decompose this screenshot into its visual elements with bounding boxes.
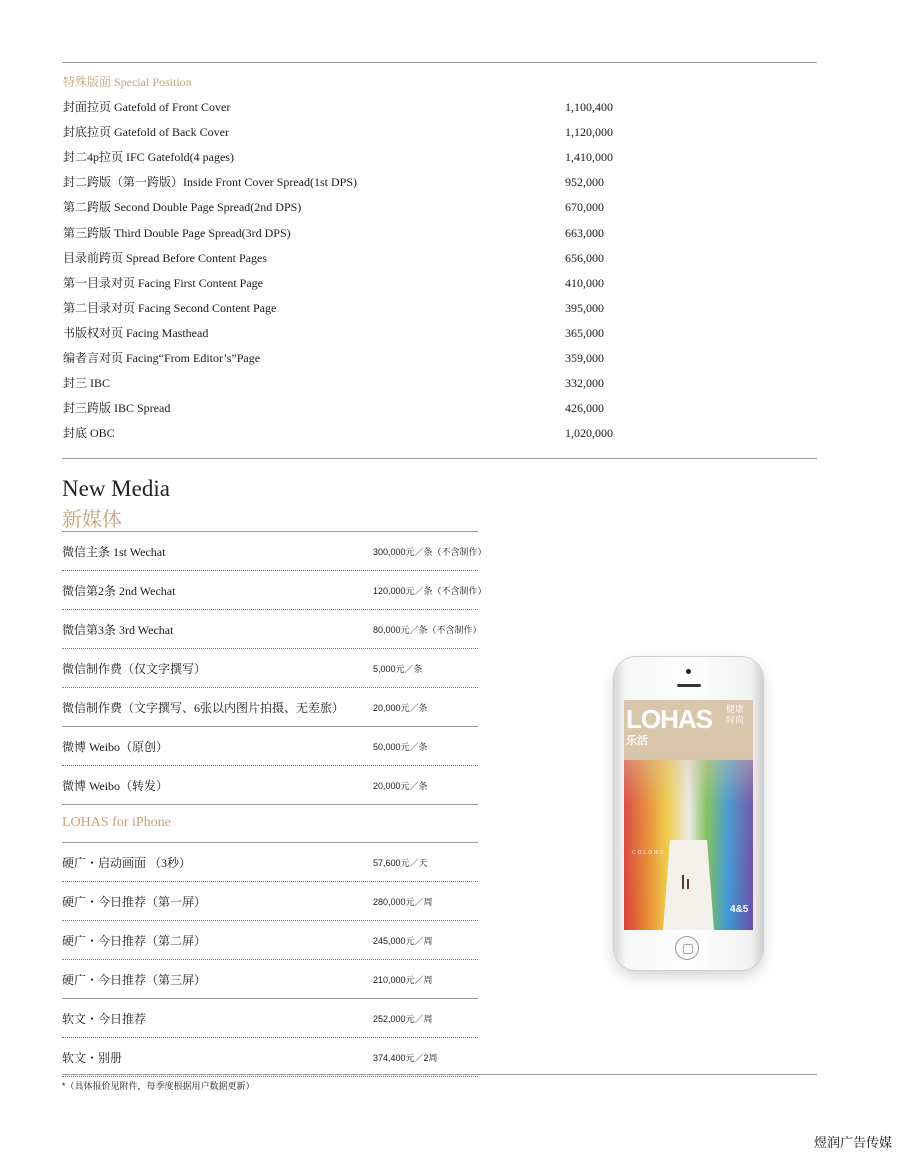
- cover-colors-text: COLORS: [632, 850, 666, 856]
- footnote: *（具体报价见附件，每季度根据用户数据更新）: [62, 1081, 255, 1091]
- row-price: 50,000元／条: [373, 742, 428, 752]
- special-position-row: [63, 147, 763, 167]
- table-row: [62, 921, 478, 960]
- position-price: 952,000: [565, 175, 604, 190]
- position-label: 第一目录对页 Facing First Content Page: [63, 275, 263, 290]
- position-price: 332,000: [565, 376, 604, 391]
- earpiece: [677, 684, 701, 687]
- position-price: 656,000: [565, 250, 604, 265]
- special-position-row: [63, 348, 763, 368]
- table-row: [62, 688, 478, 727]
- row-label: 硬广・今日推荐（第二屏）: [62, 934, 207, 948]
- row-price: 280,000元／周: [373, 897, 433, 907]
- cover-issue: 4&5: [730, 904, 749, 915]
- row-label: 微信第3条 3rd Wechat: [62, 623, 174, 637]
- front-camera: [686, 669, 691, 674]
- table-row: [62, 532, 487, 571]
- home-button: [675, 936, 699, 960]
- position-price: 365,000: [565, 325, 604, 340]
- row-price: 245,000元／周: [373, 936, 433, 946]
- row-price: 80,000元／条（不含制作）: [373, 625, 482, 635]
- footer-rule: [62, 1074, 817, 1075]
- row-price: 120,000元／条（不含制作）: [373, 586, 487, 596]
- table-row: [62, 1038, 478, 1077]
- special-position-row: [63, 122, 763, 142]
- new-media-title: New Media: [62, 476, 170, 501]
- position-price: 1,020,000: [565, 426, 613, 441]
- new-media-table: [62, 531, 487, 805]
- special-position-row: [63, 373, 763, 393]
- table-row: [62, 571, 487, 610]
- special-position-row: [63, 172, 763, 192]
- position-price: 410,000: [565, 275, 604, 290]
- cover-brand-cn: 乐活: [626, 734, 648, 747]
- position-price: 670,000: [565, 200, 604, 215]
- table-row: [62, 610, 482, 649]
- position-label: 封三 IBC: [63, 376, 111, 391]
- row-price: 300,000元／条（不含制作）: [373, 547, 487, 557]
- position-label: 第二目录对页 Facing Second Content Page: [63, 300, 277, 315]
- special-position-bottom-rule: [62, 458, 817, 459]
- position-label: 编者言对页 Facing“From Editor’s”Page: [63, 351, 261, 365]
- special-position-row: [63, 223, 763, 243]
- row-label: 软文・今日推荐: [62, 1012, 147, 1026]
- position-price: 359,000: [565, 351, 604, 365]
- lohas-iphone-title: LOHAS for iPhone: [62, 815, 171, 830]
- position-label: 封面拉页 Gatefold of Front Cover: [63, 100, 231, 114]
- position-label: 书版权对页 Facing Masthead: [63, 325, 209, 340]
- cover-side-text: 健康时尚: [726, 705, 745, 726]
- row-label: 微信制作费（文字撰写、6张以内图片拍摄、无差旅）: [62, 701, 345, 715]
- row-label: 软文・别册: [62, 1051, 123, 1065]
- lohas-iphone-table: [62, 842, 478, 1077]
- special-position-row: [63, 423, 763, 443]
- position-price: 1,100,400: [565, 100, 613, 114]
- position-price: 663,000: [565, 225, 604, 240]
- special-position-row: [63, 398, 763, 418]
- special-position-row: [63, 273, 763, 293]
- position-label: 封底 OBC: [63, 426, 115, 441]
- special-position-title: 特殊版面 Special Position: [63, 75, 192, 89]
- row-label: 微信制作费（仅文字撰写）: [62, 662, 207, 676]
- position-label: 封底拉页 Gatefold of Back Cover: [63, 125, 229, 140]
- new-media-title-cn: 新媒体: [62, 509, 122, 531]
- special-position-row: [63, 323, 763, 343]
- row-price: 5,000元／条: [373, 664, 423, 674]
- position-price: 1,410,000: [565, 150, 613, 165]
- special-position-row: [63, 248, 763, 268]
- row-label: 硬广・今日推荐（第一屏）: [62, 895, 207, 909]
- row-label: 硬广・今日推荐（第三屏）: [62, 973, 207, 987]
- cover-brand: LOHAS: [626, 704, 712, 734]
- row-label: 微博 Weibo（转发）: [62, 779, 169, 793]
- row-price: 20,000元／条: [373, 703, 428, 713]
- row-label: 微博 Weibo（原创）: [62, 740, 169, 754]
- position-price: 1,120,000: [565, 125, 613, 140]
- iphone-illustration: [614, 657, 763, 970]
- position-label: 第三跨版 Third Double Page Spread(3rd DPS): [63, 225, 291, 240]
- position-price: 426,000: [565, 401, 604, 416]
- table-row: [62, 727, 478, 766]
- row-price: 20,000元／条: [373, 781, 428, 791]
- row-label: 微信主条 1st Wechat: [62, 545, 166, 559]
- special-position-row: [63, 97, 763, 117]
- position-label: 封三跨版 IBC Spread: [63, 401, 171, 416]
- position-label: 封二跨版（第一跨版）Inside Front Cover Spread(1st DPS): [63, 175, 357, 190]
- special-position-row: [63, 197, 763, 217]
- table-row: [62, 766, 478, 805]
- table-row: [62, 843, 478, 882]
- row-label: 微信第2条 2nd Wechat: [62, 584, 176, 598]
- position-label: 第二跨版 Second Double Page Spread(2nd DPS): [63, 200, 302, 215]
- row-price: 57,600元／天: [373, 858, 428, 868]
- row-label: 硬广・启动画面 （3秒）: [62, 856, 192, 870]
- watermark: 煜润广告传媒: [813, 1136, 892, 1151]
- top-rule: [62, 62, 817, 63]
- row-price: 252,000元／周: [373, 1014, 433, 1024]
- phone-screen: [624, 700, 753, 930]
- table-row: [62, 999, 478, 1038]
- position-label: 封二4p拉页 IFC Gatefold(4 pages): [63, 150, 234, 165]
- position-price: 395,000: [565, 300, 604, 315]
- table-row: [62, 649, 478, 688]
- table-row: [62, 882, 478, 921]
- row-price: 210,000元／周: [373, 975, 433, 985]
- special-position-row: [63, 298, 763, 318]
- table-row: [62, 960, 478, 999]
- position-label: 目录前跨页 Spread Before Content Pages: [63, 250, 267, 265]
- row-price: 374,400元／2周: [373, 1053, 438, 1063]
